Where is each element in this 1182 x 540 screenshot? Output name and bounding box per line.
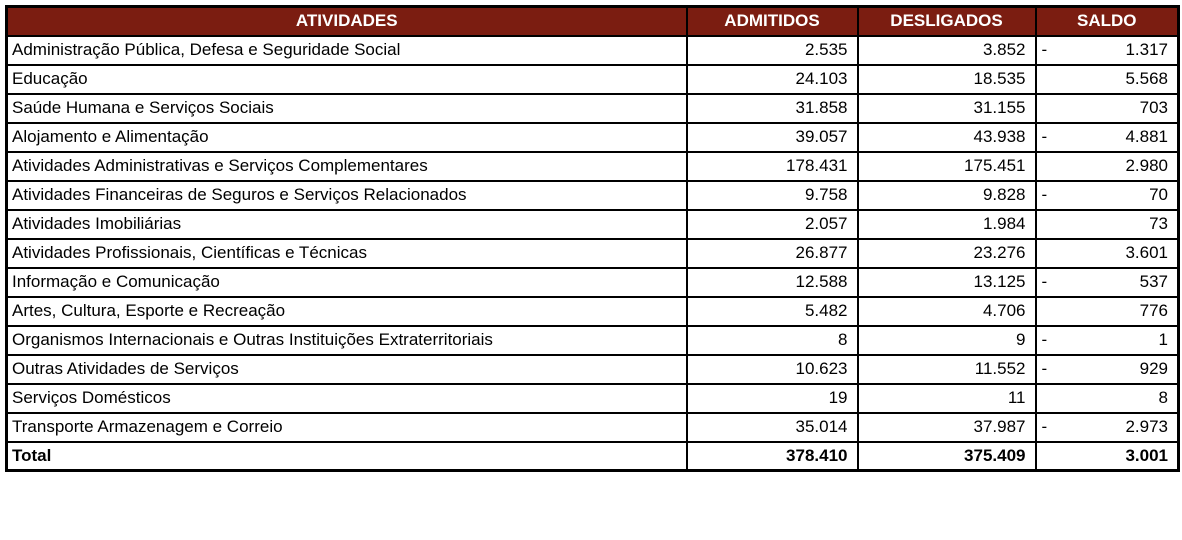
column-header-desligados: DESLIGADOS [858,7,1036,36]
cell-saldo [1036,123,1179,152]
cell-desligados: 23.276 [858,239,1036,268]
cell-saldo: 703 [1036,94,1179,123]
negative-sign: - [1041,127,1048,146]
cell-saldo: 3.601 [1036,239,1179,268]
cell-desligados: 43.938 [858,123,1036,152]
cell-admitidos: 35.014 [687,413,858,442]
table-row [7,239,1179,268]
cell-admitidos: 9.758 [687,181,858,210]
cell-desligados: 31.155 [858,94,1036,123]
table-row [7,297,1179,326]
cell-desligados: 4.706 [858,297,1036,326]
cell-atividade: Atividades Administrativas e Serviços Complementares [7,152,687,181]
cell-admitidos: 8 [687,326,858,355]
cell-admitidos: 31.858 [687,94,858,123]
cell-atividade: Alojamento e Alimentação [7,123,687,152]
negative-sign: - [1041,40,1048,59]
table-row [7,181,1179,210]
cell-atividade: Educação [7,65,687,94]
table-row [7,94,1179,123]
cell-admitidos: 2.535 [687,36,858,65]
cell-atividade: Artes, Cultura, Esporte e Recreação [7,297,687,326]
cell-atividade: Serviços Domésticos [7,384,687,413]
cell-total-label: Total [7,442,687,471]
cell-atividade: Informação e Comunicação [7,268,687,297]
cell-desligados: 11.552 [858,355,1036,384]
cell-value: 4.881 [1125,127,1168,146]
column-header-atividades: ATIVIDADES [7,7,687,36]
cell-saldo [1036,181,1179,210]
cell-admitidos: 24.103 [687,65,858,94]
negative-sign: - [1041,272,1048,291]
activities-table [5,5,1180,472]
table-row [7,326,1179,355]
cell-saldo [1036,268,1179,297]
table-row [7,152,1179,181]
cell-desligados: 11 [858,384,1036,413]
cell-saldo [1036,326,1179,355]
table-row [7,65,1179,94]
cell-atividade: Atividades Financeiras de Seguros e Serviços Relacionados [7,181,687,210]
cell-desligados: 3.852 [858,36,1036,65]
cell-admitidos: 5.482 [687,297,858,326]
column-header-admitidos: ADMITIDOS [687,7,858,36]
table-header-row [7,7,1179,36]
cell-desligados: 13.125 [858,268,1036,297]
table-row [7,36,1179,65]
cell-admitidos: 178.431 [687,152,858,181]
table-row [7,384,1179,413]
cell-atividade: Outras Atividades de Serviços [7,355,687,384]
cell-desligados: 37.987 [858,413,1036,442]
cell-value: 70 [1149,185,1168,204]
cell-admitidos: 19 [687,384,858,413]
cell-value: 537 [1139,272,1168,291]
table-row [7,413,1179,442]
table-row [7,123,1179,152]
cell-atividade: Transporte Armazenagem e Correio [7,413,687,442]
cell-total-saldo: 3.001 [1036,442,1179,471]
cell-value: 1.317 [1125,40,1168,59]
cell-atividade: Organismos Internacionais e Outras Instituições Extraterritoriais [7,326,687,355]
cell-saldo [1036,355,1179,384]
cell-saldo: 73 [1036,210,1179,239]
column-header-saldo: SALDO [1036,7,1179,36]
cell-value: 2.973 [1125,417,1168,436]
table-total-row [7,442,1179,471]
cell-saldo: 5.568 [1036,65,1179,94]
cell-admitidos: 10.623 [687,355,858,384]
table-row [7,268,1179,297]
cell-desligados: 1.984 [858,210,1036,239]
negative-sign: - [1041,359,1048,378]
table-row [7,210,1179,239]
cell-saldo [1036,36,1179,65]
cell-saldo: 776 [1036,297,1179,326]
cell-saldo: 2.980 [1036,152,1179,181]
cell-desligados: 9 [858,326,1036,355]
cell-desligados: 18.535 [858,65,1036,94]
cell-admitidos: 2.057 [687,210,858,239]
cell-saldo: 8 [1036,384,1179,413]
negative-sign: - [1041,330,1048,349]
cell-value: 929 [1139,359,1168,378]
cell-value: 1 [1158,330,1168,349]
cell-atividade: Administração Pública, Defesa e Seguridade Social [7,36,687,65]
negative-sign: - [1041,185,1048,204]
cell-saldo [1036,413,1179,442]
cell-atividade: Atividades Profissionais, Científicas e Técnicas [7,239,687,268]
cell-atividade: Saúde Humana e Serviços Sociais [7,94,687,123]
negative-sign: - [1041,417,1048,436]
cell-desligados: 9.828 [858,181,1036,210]
table-body [7,36,1179,471]
cell-admitidos: 26.877 [687,239,858,268]
cell-admitidos: 39.057 [687,123,858,152]
cell-atividade: Atividades Imobiliárias [7,210,687,239]
cell-total-desligados: 375.409 [858,442,1036,471]
cell-total-admitidos: 378.410 [687,442,858,471]
cell-admitidos: 12.588 [687,268,858,297]
cell-desligados: 175.451 [858,152,1036,181]
table-row [7,355,1179,384]
